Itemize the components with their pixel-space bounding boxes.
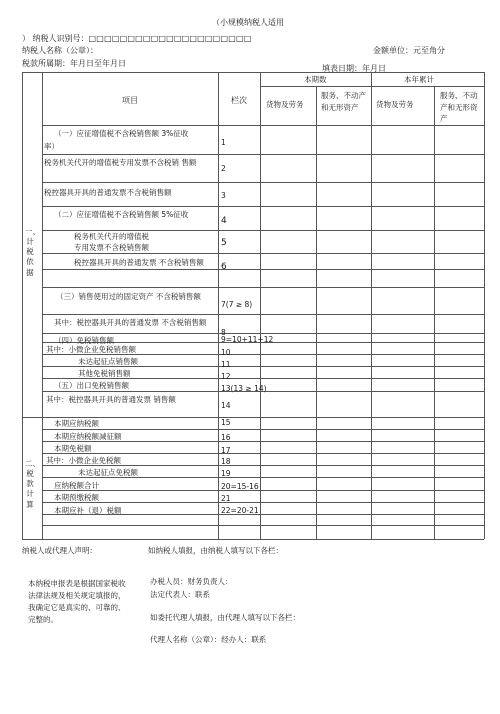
row-item-label: 未达起征点免税额 (78, 468, 138, 477)
row-value-cell[interactable] (372, 262, 434, 270)
row-item-label: 其中：税控器具开具的普通发票 不含税销售额 (54, 318, 207, 327)
row-value-cell[interactable] (261, 418, 316, 426)
row-value-cell[interactable] (317, 384, 371, 392)
row-value-cell[interactable] (261, 384, 316, 392)
row-value-cell[interactable] (317, 494, 371, 502)
grid-line (42, 182, 484, 183)
declaration-line: 完整的。 (28, 615, 58, 624)
row-item-label: 其中：小微企业免税销售额 (46, 345, 136, 354)
row-value-cell[interactable] (372, 506, 434, 514)
declaration-line: 我确定它是真实的、可靠的、 (28, 603, 126, 612)
row-line-number: 3 (221, 191, 226, 200)
row-value-cell[interactable] (317, 348, 371, 356)
row-value-cell[interactable] (435, 191, 484, 199)
row-item-label: 本期预缴税额 (54, 493, 99, 502)
row-item-label: 应纳税额合计 (54, 481, 99, 490)
row-item-label: （三）销售使用过的固定资产 不含税销售额 (56, 292, 201, 301)
taxpayer-name-label: 纳税人名称（公章）： (22, 46, 98, 55)
row-value-cell[interactable] (435, 348, 484, 356)
taxpayer-id-label (22, 35, 251, 43)
self-fill-note: 如纳税人填报，由纳税人填写以下各栏： (148, 546, 283, 555)
grid-line (42, 525, 484, 526)
header-current-period: 本期数 (304, 75, 327, 84)
row-item-label: 其中：小微企业免税额 (46, 456, 121, 465)
declaration-text (28, 578, 126, 626)
row-value-cell[interactable] (317, 457, 371, 465)
row-line-number: 2 (221, 164, 226, 173)
row-value-cell[interactable] (261, 360, 316, 368)
row-value-cell[interactable] (261, 191, 316, 199)
row-value-cell[interactable] (317, 433, 371, 441)
row-line-number: 18 (221, 457, 231, 466)
row-line-number: 11 (221, 360, 231, 369)
row-value-cell[interactable] (372, 216, 434, 224)
agent-name-field[interactable]: 代理人名称（公章）：经办人：联系 (150, 635, 267, 644)
row-item-label: 本期应纳税额减征额 (54, 432, 122, 441)
grid-line (42, 287, 484, 288)
row-value-cell[interactable] (372, 191, 434, 199)
row-line-number: 22=20-21 (221, 506, 259, 515)
row-value-cell[interactable] (372, 446, 434, 454)
row-item-label: 本期应纳税额 (54, 419, 99, 428)
row-value-cell[interactable] (435, 164, 484, 172)
row-value-cell[interactable] (261, 238, 316, 246)
row-value-cell[interactable] (435, 300, 484, 308)
row-value-cell[interactable] (261, 300, 316, 308)
row-value-cell[interactable] (261, 469, 316, 477)
row-value-cell[interactable] (435, 482, 484, 490)
row-value-cell[interactable] (372, 372, 434, 380)
row-value-cell[interactable] (372, 457, 434, 465)
row-value-cell[interactable] (435, 238, 484, 246)
grid-line (218, 72, 219, 539)
row-line-number: 21 (221, 494, 231, 503)
row-value-cell[interactable] (317, 372, 371, 380)
grid-line (42, 154, 484, 155)
declarant-label: 纳税人或代理人声明： (22, 546, 97, 555)
row-value-cell[interactable] (317, 300, 371, 308)
row-value-cell[interactable] (317, 262, 371, 270)
row-value-cell[interactable] (372, 418, 434, 426)
row-value-cell[interactable] (435, 335, 484, 343)
row-value-cell[interactable] (261, 216, 316, 224)
row-value-cell[interactable] (317, 401, 371, 409)
grid-line (42, 429, 484, 430)
row-line-number: 20=15-16 (221, 482, 259, 491)
row-value-cell[interactable] (261, 433, 316, 441)
header-year-to-date: 本年累计 (404, 75, 434, 84)
row-item-label-continued: 率） (44, 142, 59, 151)
grid-line (42, 314, 484, 315)
grid-line (42, 125, 484, 126)
row-value-cell[interactable] (261, 262, 316, 270)
grid-line (484, 72, 485, 539)
row-value-cell[interactable] (317, 482, 371, 490)
row-line-number: 5 (221, 238, 227, 248)
row-line-number: 14 (221, 401, 231, 410)
row-value-cell[interactable] (261, 401, 316, 409)
grid-line (22, 72, 23, 539)
row-value-cell[interactable] (435, 506, 484, 514)
grid-line (42, 490, 484, 491)
row-value-cell[interactable] (435, 433, 484, 441)
row-value-cell[interactable] (372, 348, 434, 356)
grid-line (22, 72, 484, 73)
row-value-cell[interactable] (261, 494, 316, 502)
row-value-cell[interactable] (372, 238, 434, 246)
row-line-number: 9=10+11+12 (221, 335, 274, 344)
row-value-cell[interactable] (435, 384, 484, 392)
row-item-label: 税务机关代开的增值税专用发票不含税销 售额 (44, 158, 197, 167)
row-line-number: 19 (221, 469, 231, 478)
row-value-cell[interactable] (317, 469, 371, 477)
row-item-label: （二）应征增值税不含税销售额 5%征收 (54, 210, 189, 219)
header-services-ytd: 服务、不动产和无形资产 (440, 91, 478, 124)
row-item-label: 其中：税控器具开具的普通发票 销售额 (46, 395, 176, 404)
row-value-cell[interactable] (261, 138, 316, 146)
row-value-cell[interactable] (317, 138, 371, 146)
row-value-cell[interactable] (435, 494, 484, 502)
declaration-line: 法律法规及相关规定填报的， (28, 591, 126, 600)
row-value-cell[interactable] (317, 191, 371, 199)
row-value-cell[interactable] (435, 401, 484, 409)
fill-date: 填表日期：年月日 (322, 64, 386, 73)
agent-note: 如委托代理人填报，由代理人填写以下各栏： (150, 613, 300, 622)
grid-line (260, 86, 484, 87)
row-item-label-continued: 专用发票不含税销售额 (74, 243, 149, 252)
row-value-cell[interactable] (435, 216, 484, 224)
header-line-no: 栏次 (231, 96, 247, 105)
grid-line (42, 253, 484, 254)
row-line-number: 1 (221, 138, 226, 147)
row-line-number: 10 (221, 348, 231, 357)
row-line-number: 16 (221, 433, 231, 442)
grid-line (42, 206, 484, 207)
row-item-label: （五）出口免税销售额 (54, 381, 129, 390)
row-value-cell[interactable] (261, 506, 316, 514)
grid-line (42, 230, 484, 231)
row-value-cell[interactable] (261, 482, 316, 490)
row-value-cell[interactable] (435, 262, 484, 270)
row-value-cell[interactable] (435, 457, 484, 465)
grid-line (42, 502, 484, 503)
row-value-cell[interactable] (372, 300, 434, 308)
header-goods-ytd: 货物及劳务 (376, 100, 414, 109)
row-value-cell[interactable] (317, 446, 371, 454)
row-value-cell[interactable] (372, 360, 434, 368)
row-line-number: 7(7 ≥ 8) (221, 300, 253, 309)
tax-period: 税款所属期：年月日至年月日 (22, 59, 126, 68)
declaration-form (22, 72, 484, 539)
row-line-number: 6 (221, 262, 227, 272)
row-value-cell[interactable] (435, 418, 484, 426)
row-value-cell[interactable] (317, 335, 371, 343)
row-value-cell[interactable] (372, 164, 434, 172)
row-value-cell[interactable] (317, 164, 371, 172)
row-value-cell[interactable] (317, 418, 371, 426)
row-item-label: 其他免税销售额 (78, 369, 131, 378)
row-value-cell[interactable] (261, 348, 316, 356)
row-value-cell[interactable] (317, 216, 371, 224)
row-value-cell[interactable] (372, 469, 434, 477)
grid-line (42, 72, 43, 539)
row-value-cell[interactable] (435, 372, 484, 380)
row-value-cell[interactable] (317, 360, 371, 368)
section-basis-label: 一、计税依据 (25, 227, 40, 277)
row-value-cell[interactable] (435, 360, 484, 368)
row-value-cell[interactable] (261, 372, 316, 380)
row-item-label: 本期应补（退）税额 (54, 506, 122, 515)
row-line-number: 8 (221, 328, 226, 337)
taxpayer-id-boxes[interactable]: □□□□□□□□□□□□□□□□□□□□□ (88, 34, 252, 43)
row-value-cell[interactable] (317, 506, 371, 514)
header-services: 服务、不动产和无形资产 (321, 91, 366, 112)
row-item-label: 本期免税额 (54, 444, 92, 453)
row-value-cell[interactable] (372, 335, 434, 343)
section-calculation-label: 二、税款计算 (25, 459, 40, 509)
row-value-cell[interactable] (435, 469, 484, 477)
row-item-label: （一）应征增值税不含税销售额 3%征收 (54, 129, 189, 138)
declaration-line: 本纳税申报表是根据国家税收 (28, 579, 126, 588)
row-value-cell[interactable] (372, 433, 434, 441)
row-value-cell[interactable] (317, 238, 371, 246)
header-goods: 货物及劳务 (266, 100, 304, 109)
row-item-label: 未达起征点销售额 (78, 357, 138, 366)
row-line-number: 12 (221, 372, 231, 381)
row-line-number: 13(13 ≥ 14) (221, 384, 267, 393)
amount-unit: 金额单位：元至角分 (373, 46, 445, 55)
row-value-cell[interactable] (261, 335, 316, 343)
grid-line (22, 539, 484, 540)
row-line-number: 15 (221, 418, 231, 427)
row-value-cell[interactable] (372, 482, 434, 490)
row-value-cell[interactable] (261, 457, 316, 465)
row-value-cell[interactable] (372, 384, 434, 392)
row-line-number: 4 (221, 216, 227, 226)
row-value-cell[interactable] (435, 446, 484, 454)
row-item-label: 税务机关代开的增值税 (74, 232, 149, 241)
taxpayer-id-text: ） 纳税人识别号： (22, 34, 89, 43)
row-item-label: （四）免税销售额 (54, 336, 114, 345)
row-value-cell[interactable] (372, 494, 434, 502)
row-value-cell[interactable] (261, 446, 316, 454)
row-value-cell[interactable] (372, 138, 434, 146)
row-line-number: 17 (221, 446, 231, 455)
handler-field[interactable]: 办税人员：财务负责人： (150, 577, 233, 586)
legal-rep-field[interactable]: 法定代表人：联系 (150, 590, 210, 599)
header-item: 项目 (122, 96, 138, 105)
row-item-label: 税控器具开具的普通发票不含税销售额 (44, 188, 172, 197)
form-title: （小规模纳税人适用 (212, 18, 284, 27)
row-value-cell[interactable] (261, 164, 316, 172)
row-item-label: 税控器具开具的普通发票 不含税销售额 (74, 258, 204, 267)
row-value-cell[interactable] (372, 401, 434, 409)
row-value-cell[interactable] (435, 138, 484, 146)
